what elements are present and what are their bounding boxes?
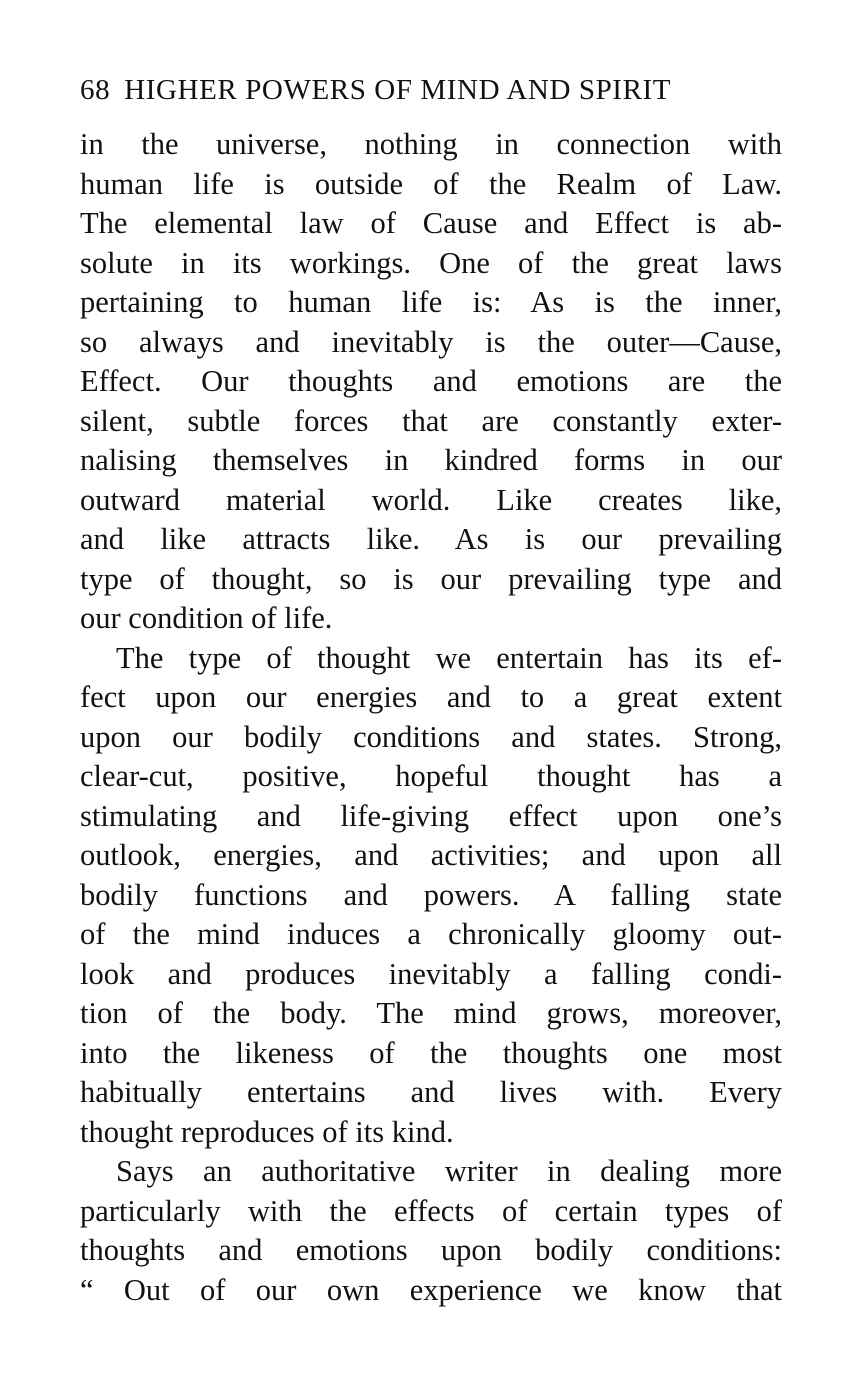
- text-line: type of thought, so is our prevailing type and: [80, 561, 782, 596]
- text-line: in the universe, nothing in connection with: [80, 127, 782, 161]
- paragraph: [80, 1152, 782, 1310]
- text-line: nalising themselves in kindred forms in our: [80, 443, 782, 477]
- text-line: so always and inevitably is the outer—Cause,: [80, 324, 782, 359]
- text-line: solute in its workings. One of the great laws: [80, 245, 782, 280]
- text-line: look and produces inevitably a falling condi-: [80, 956, 782, 991]
- text-line: and like attracts like. As is our prevailing: [80, 522, 782, 556]
- text-line: The elemental law of Cause and Effect is ab-: [80, 206, 782, 240]
- text-line: thoughts and emotions upon bodily conditions:: [80, 1233, 782, 1267]
- paragraph: [80, 125, 782, 639]
- text-line: silent, subtle forces that are constantly exter-: [80, 403, 782, 438]
- paragraph: [80, 639, 782, 1153]
- text-line: habitually entertains and lives with. Every: [80, 1075, 782, 1109]
- text-line: thought reproduces of its kind.: [80, 1114, 454, 1149]
- text-line: our condition of life.: [80, 601, 333, 635]
- text-line: upon our bodily conditions and states. Strong,: [80, 719, 782, 754]
- text-line: Effect. Our thoughts and emotions are the: [80, 364, 782, 398]
- text-line: “ Out of our own experience we know that: [80, 1272, 782, 1307]
- text-line: tion of the body. The mind grows, moreover,: [80, 996, 782, 1030]
- text-line: stimulating and life-giving effect upon one’s: [80, 798, 782, 833]
- text-line: fect upon our energies and to a great extent: [80, 680, 782, 714]
- running-title: HIGHER POWERS OF MIND AND SPIRIT: [124, 74, 672, 106]
- text-line: into the likeness of the thoughts one most: [80, 1035, 782, 1070]
- text-line: Says an authoritative writer in dealing more: [116, 1154, 782, 1188]
- text-line: outlook, energies, and activities; and upon all: [80, 838, 782, 872]
- page-number: 68: [80, 74, 111, 106]
- body-text: [80, 125, 782, 1310]
- text-line: clear-cut, positive, hopeful thought has a: [80, 759, 782, 793]
- text-line: bodily functions and powers. A falling state: [80, 877, 782, 912]
- text-line: human life is outside of the Realm of Law.: [80, 166, 782, 201]
- text-line: pertaining to human life is: As is the inner,: [80, 285, 782, 319]
- text-line: of the mind induces a chronically gloomy out-: [80, 917, 782, 951]
- text-line: The type of thought we entertain has its ef-: [116, 640, 782, 675]
- text-line: outward material world. Like creates like,: [80, 482, 782, 517]
- text-line: particularly with the effects of certain types of: [80, 1193, 782, 1228]
- running-head: [80, 70, 782, 110]
